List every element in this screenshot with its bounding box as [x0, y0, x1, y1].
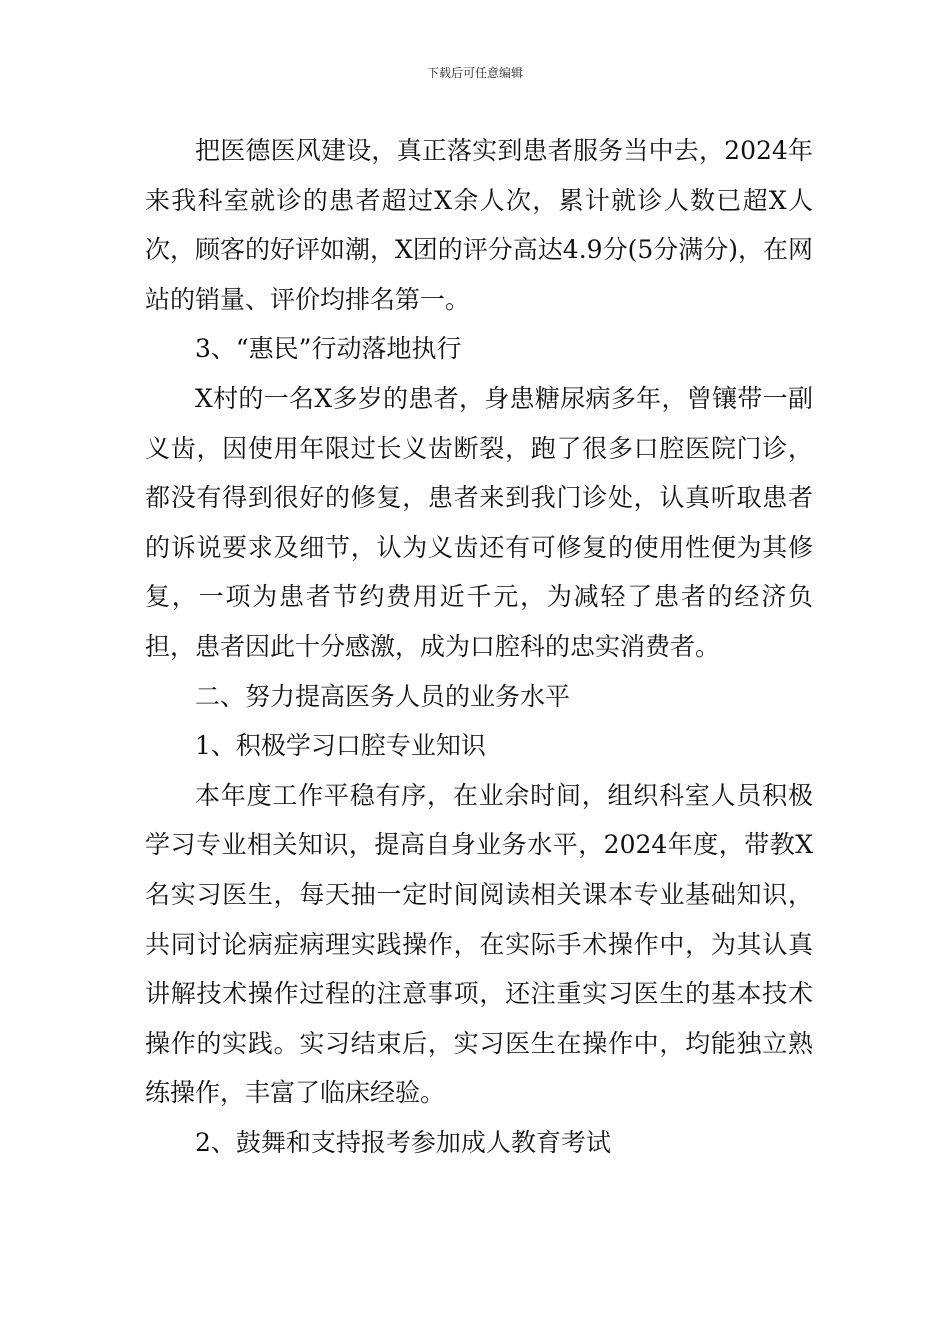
paragraph-patient-case: X村的一名X多岁的患者，身患糖尿病多年，曾镶带一副义齿，因使用年限过长义齿断裂，跑了很多口腔医院门诊，都没有得到很好的修复，患者来到我门诊处，认真听取患者的诉说要求及细节，认为义齿还有可修复的使用性便为其修复，一项为患者节约费用近千元，为减轻了患者的经济负担，患者因此十分感激，成为口腔科的忠实消费者。	[145, 383, 813, 661]
paragraph-training: 本年度工作平稳有序，在业余时间，组织科室人员积极学习专业相关知识，提高自身业务水平，2024年度，带教X名实习医生，每天抽一定时间阅读相关课本专业基础知识，共同讨论病症病理实践操作，在实际手术操作中，为其认真讲解技术操作过程的注意事项，还注重实习医生的基本技术操作的实践。实习结束后，实习医生在操作中，均能独立熟练操作，丰富了临床经验。	[145, 780, 813, 1108]
heading-adult-education: 2、鼓舞和支持报考参加成人教育考试	[195, 1127, 611, 1157]
heading-improve-skills: 二、努力提高医务人员的业务水平	[195, 681, 571, 711]
paragraph-patient-service: 把医德医风建设，真正落实到患者服务当中去，2024年来我科室就诊的患者超过X余人次，累计就诊人数已超X人次，顾客的好评如潮，X团的评分高达4.9分(5分满分)，在网站的销量、评价均排名第一。	[145, 136, 813, 314]
document-body	[145, 126, 813, 1167]
page-header: 下载后可任意编辑	[426, 66, 523, 80]
heading-learn-knowledge: 1、积极学习口腔专业知识	[195, 731, 486, 761]
heading-huimin-action: 3、“惠民”行动落地执行	[195, 334, 462, 364]
